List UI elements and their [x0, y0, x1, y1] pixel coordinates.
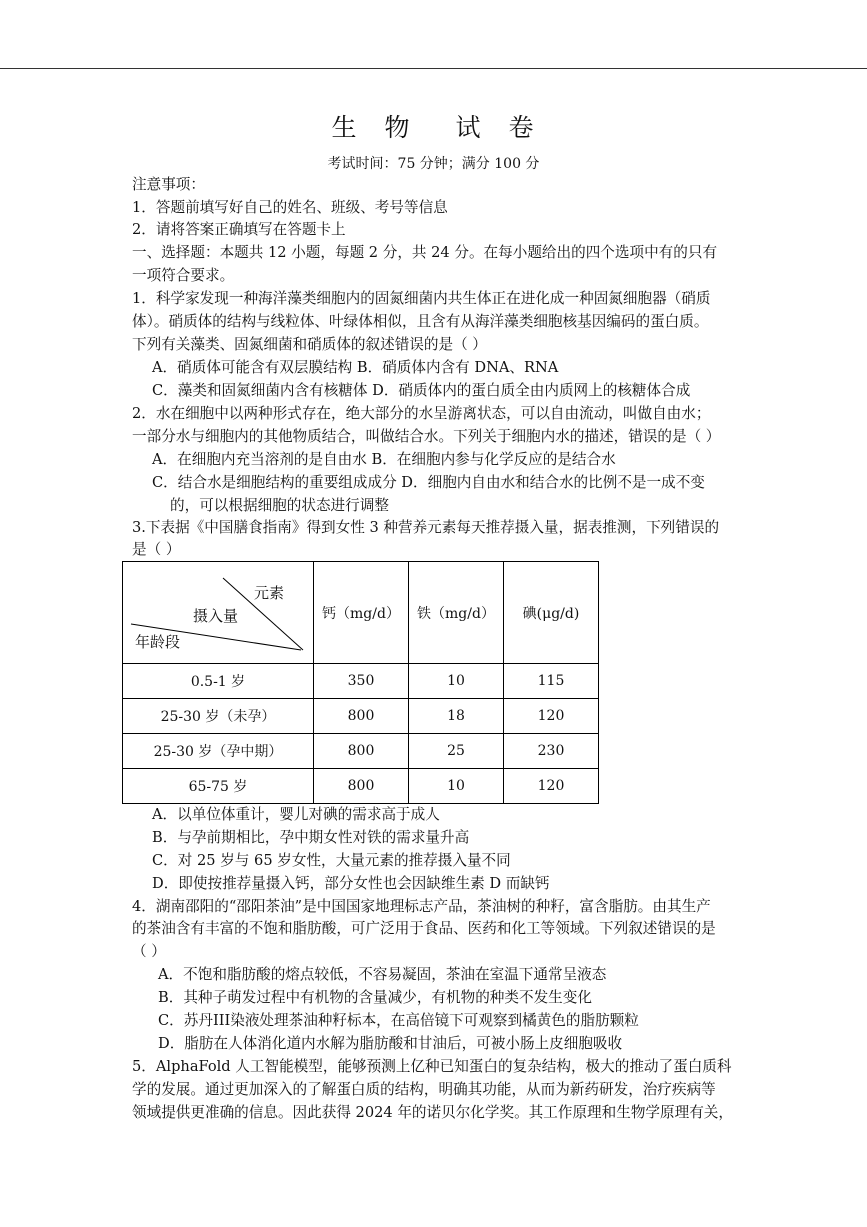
table-cell: 18: [409, 699, 504, 734]
notice-item: 1．答题前填写好自己的姓名、班级、考号等信息: [132, 199, 448, 216]
table-cell: 230: [504, 734, 599, 769]
table-cell: 25-30 岁（孕中期）: [123, 734, 314, 769]
title-char: 生: [331, 113, 359, 142]
notice-heading: 注意事项：: [132, 176, 205, 193]
table-cell: 120: [504, 769, 599, 804]
q1-stem: 体）。硝质体的结构与线粒体、叶绿体相似，且含有从海洋藻类细胞核基因编码的蛋白质。: [132, 313, 709, 330]
diag-label-intake: 摄入量: [193, 607, 239, 625]
column-header: 铁（mg/d）: [409, 562, 504, 664]
diag-label-element: 元素: [254, 584, 285, 602]
table-row: [123, 734, 599, 769]
q2-stem: 2．水在细胞中以两种形式存在，绝大部分的水呈游离状态，可以自由流动，叫做自由水；: [132, 405, 711, 422]
q3-option: C．对 25 岁与 65 岁女性，大量元素的推荐摄入量不同: [152, 852, 511, 869]
table-cell: 25-30 岁（未孕）: [123, 699, 314, 734]
q4-option: D．脂肪在人体消化道内水解为脂肪酸和甘油后，可被小肠上皮细胞吸收: [158, 1035, 623, 1052]
q5-stem: 学的发展。通过更加深入的了解蛋白质的结构，明确其功能，从而为新药研发，治疗疾病等: [132, 1081, 716, 1098]
q3-stem: 3.下表据《中国膳食指南》得到女性 3 种营养元素每天推荐摄入量，据表推测，下列错误的: [132, 519, 720, 536]
title-char: 卷: [508, 113, 536, 142]
table-cell: 350: [314, 664, 409, 699]
table-cell: 0.5-1 岁: [123, 664, 314, 699]
table-cell: 65-75 岁: [123, 769, 314, 804]
table-row: [123, 664, 599, 699]
table-cell: 10: [409, 769, 504, 804]
notice-item: 2．请将答案正确填写在答题卡上: [132, 221, 346, 238]
q3-option: A．以单位体重计，婴儿对碘的需求高于成人: [152, 806, 440, 823]
q1-stem: 下列有关藻类、固氮细菌和硝质体的叙述错误的是（ ）: [132, 336, 487, 353]
q4-option: B．其种子萌发过程中有机物的含量减少，有机物的种类不发生变化: [158, 989, 592, 1006]
q2-option-d-cont: 的，可以根据细胞的状态进行调整: [170, 497, 389, 514]
table-cell: 800: [314, 699, 409, 734]
title-char: 试: [455, 113, 483, 142]
q3-option: B．与孕前期相比，孕中期女性对铁的需求量升高: [152, 829, 470, 846]
table-cell: 25: [409, 734, 504, 769]
table-row: [123, 699, 599, 734]
table-row: [123, 769, 599, 804]
q2-stem: 一部分水与细胞内的其他物质结合，叫做结合水。下列关于细胞内水的描述，错误的是（ ）: [132, 428, 721, 445]
header-rule: [0, 68, 867, 69]
q2-options-cd: C．结合水是细胞结构的重要组成成分 D．细胞内自由水和结合水的比例不是一成不变: [152, 474, 705, 491]
diag-label-age: 年龄段: [135, 633, 181, 651]
column-header: 钙（mg/d）: [314, 562, 409, 664]
q5-stem: 领域提供更准确的信息。因此获得 2024 年的诺贝尔化学奖。其工作原理和生物学原理有关，: [132, 1104, 733, 1121]
q4-stem: 4．湖南邵阳的“邵阳茶油”是中国国家地理标志产品，茶油树的种籽，富含脂肪。由其生产: [132, 898, 711, 915]
exam-info: 考试时间：75 分钟；满分 100 分: [327, 156, 540, 172]
q4-stem: 的茶油含有丰富的不饱和脂肪酸，可广泛用于食品、医药和化工等领域。下列叙述错误的是: [132, 920, 716, 937]
q3-stem: 是（ ）: [132, 541, 181, 558]
q1-options-cd: C．藻类和固氮细菌内含有核糖体 D．硝质体内的蛋白质全由内质网上的核糖体合成: [152, 382, 691, 399]
title-char: 物: [384, 113, 412, 142]
diagonal-header-cell: [123, 562, 314, 664]
section-heading: 一、选择题：本题共 12 小题，每题 2 分，共 24 分。在每小题给出的四个选项中有的只有: [132, 244, 718, 261]
table-cell: 10: [409, 664, 504, 699]
page-title: [0, 108, 867, 144]
q5-stem: 5．AlphaFold 人工智能模型，能够预测上亿种已知蛋白的复杂结构，极大的推动了蛋白质科: [132, 1058, 732, 1075]
q4-option: A．不饱和脂肪酸的熔点较低，不容易凝固，茶油在室温下通常呈液态: [158, 966, 607, 983]
table-cell: 800: [314, 734, 409, 769]
q4-stem: （ ）: [132, 943, 166, 960]
section-heading-cont: 一项符合要求。: [132, 267, 235, 284]
q1-options-ab: A．硝质体可能含有双层膜结构 B．硝质体内含有 DNA、RNA: [152, 359, 559, 376]
q1-stem: 1．科学家发现一种海洋藻类细胞内的固氮细菌内共生体正在进化成一种固氮细胞器（硝质: [132, 290, 711, 307]
table-cell: 120: [504, 699, 599, 734]
q3-option: D．即使按推荐量摄入钙，部分女性也会因缺维生素 D 而缺钙: [152, 875, 550, 892]
q2-options-ab: A．在细胞内充当溶剂的是自由水 B．在细胞内参与化学反应的是结合水: [152, 451, 616, 468]
nutrition-table: [122, 561, 599, 804]
table-cell: 115: [504, 664, 599, 699]
q4-option: C．苏丹III染液处理茶油种籽标本，在高倍镜下可观察到橘黄色的脂肪颗粒: [158, 1012, 639, 1029]
table-cell: 800: [314, 769, 409, 804]
column-header: 碘(μg/d): [504, 562, 599, 664]
